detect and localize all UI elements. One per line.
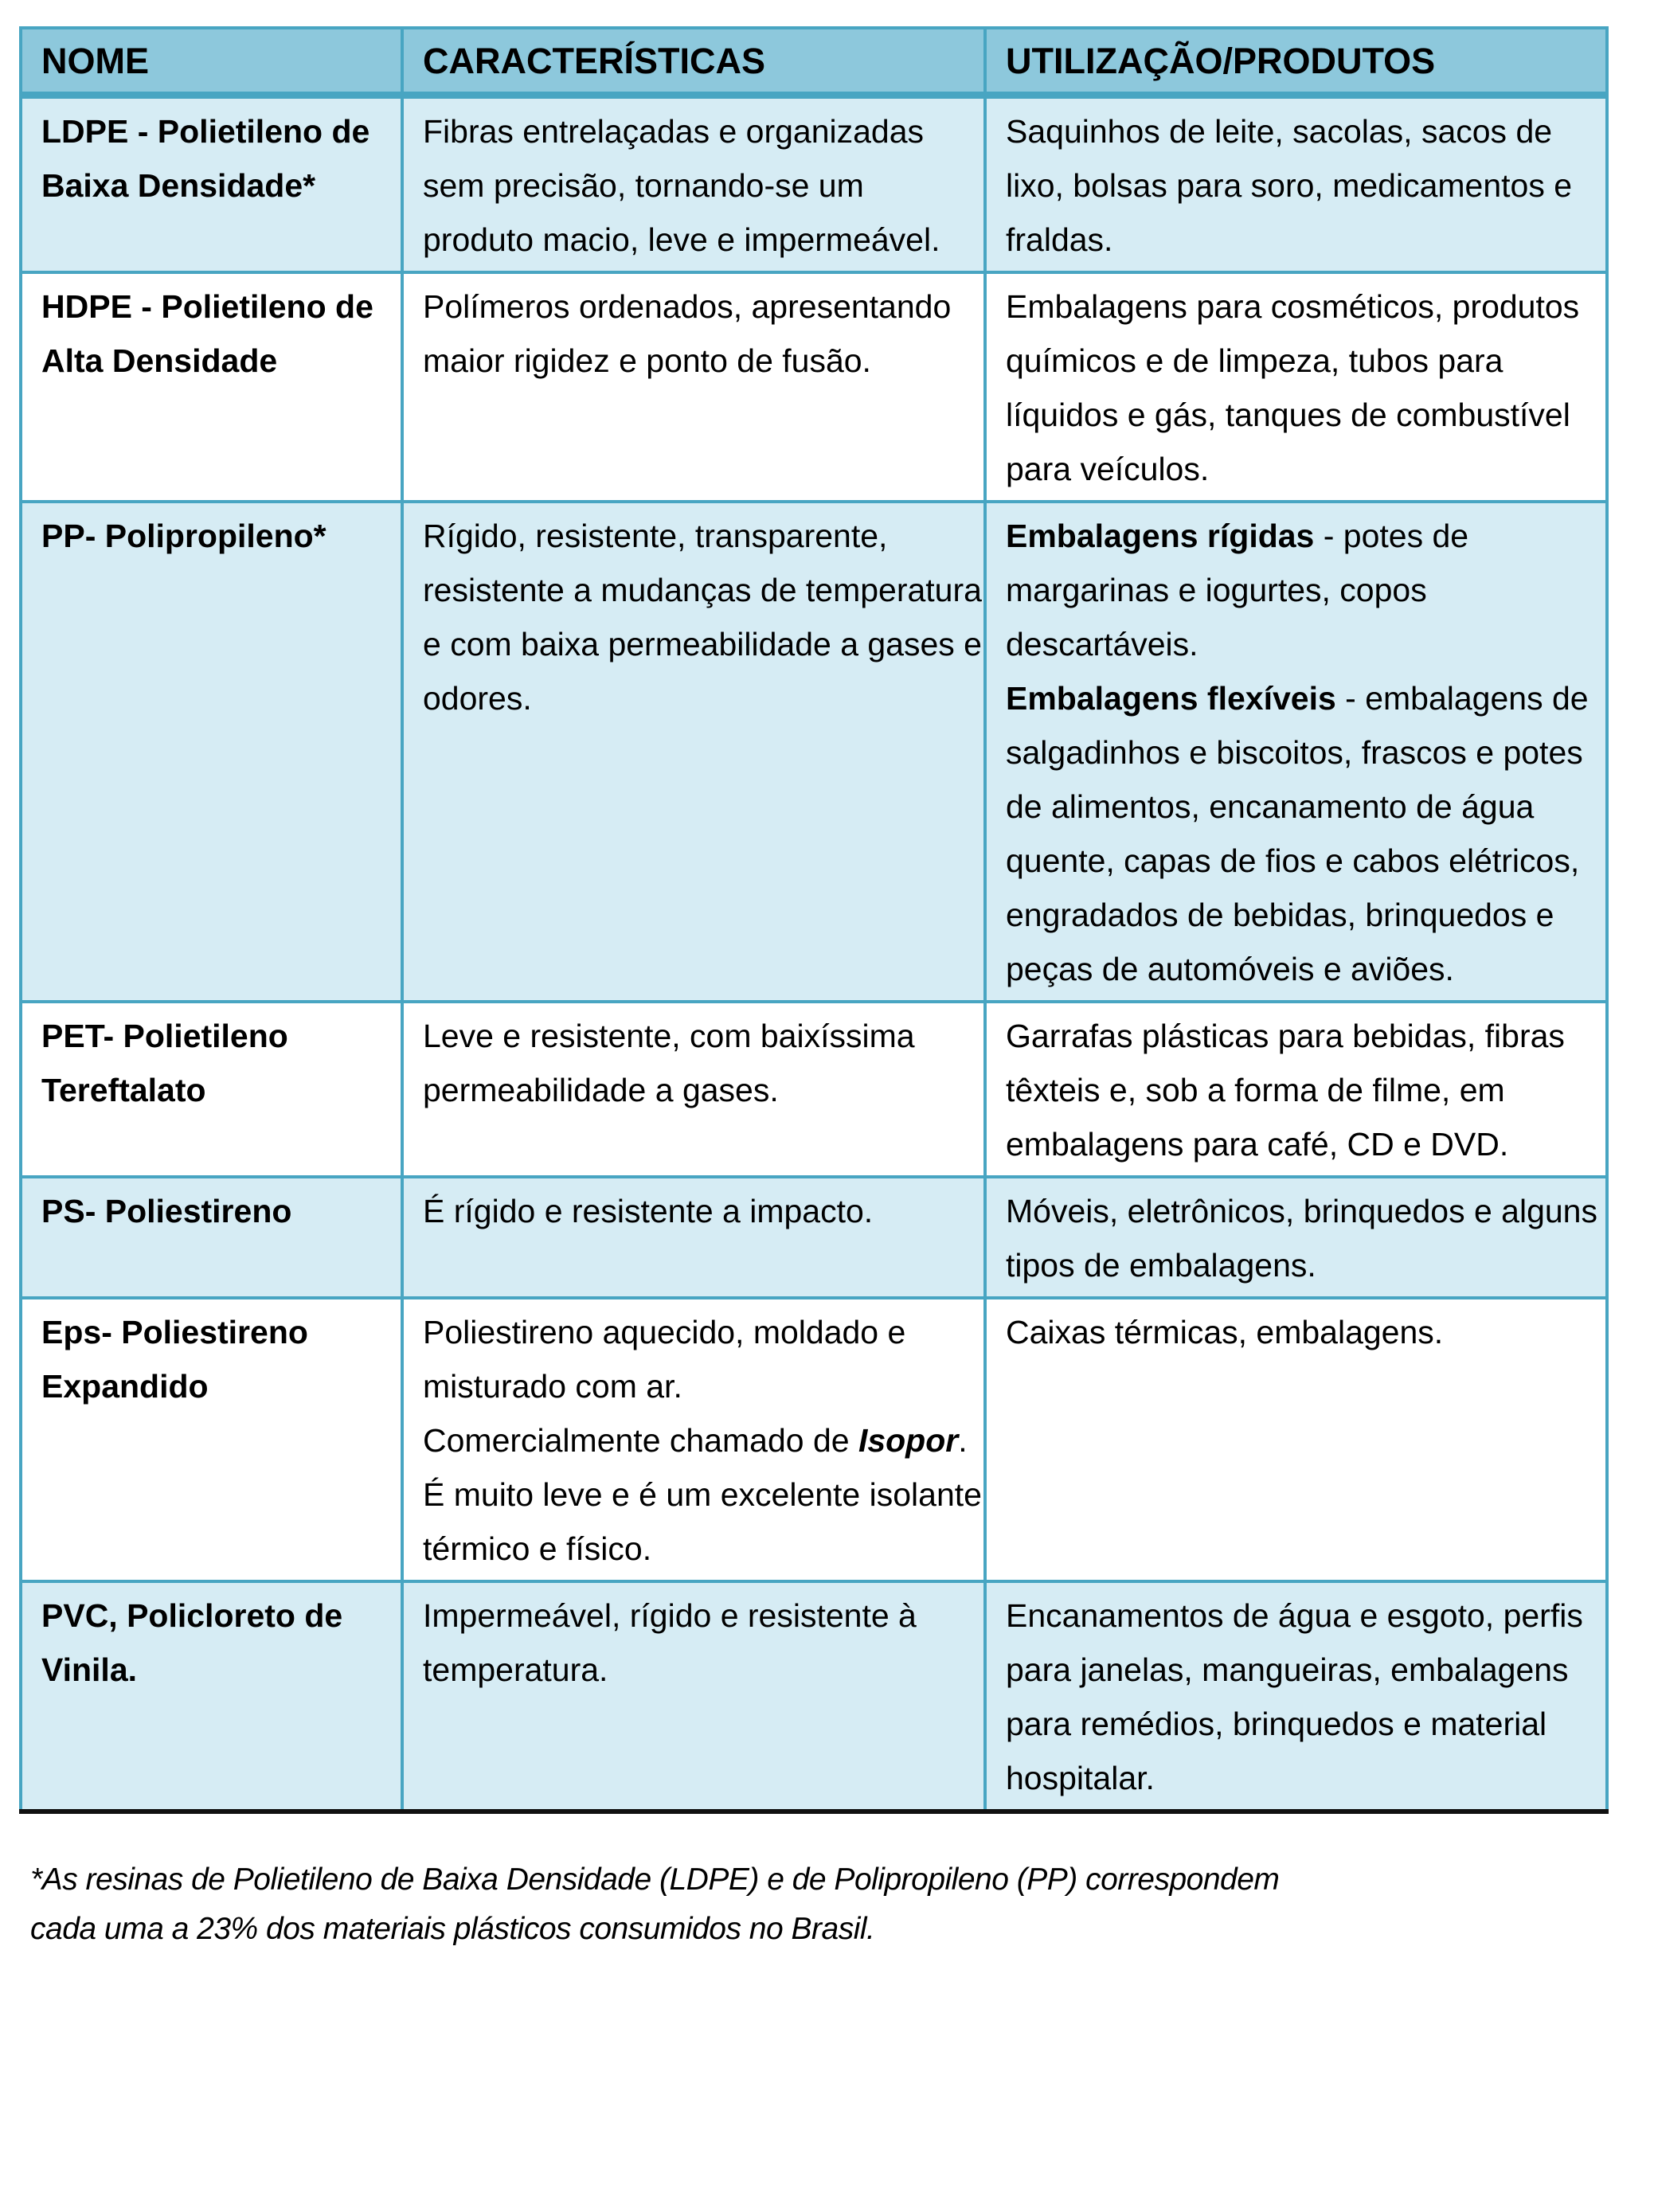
cell-nome-hdpe: HDPE - Polietileno de Alta Densidade — [21, 272, 402, 502]
plastics-table — [19, 26, 1609, 1814]
cell-utilizacao-ps: Móveis, eletrônicos, brinquedos e alguns tipos de embalagens. — [985, 1177, 1607, 1298]
bold-embalagens-flexiveis: Embalagens flexíveis — [1006, 680, 1336, 717]
caracteristicas-eps-paragraph-1: Poliestireno aquecido, moldado e misturado com ar. — [423, 1314, 906, 1405]
table-row-eps — [21, 1298, 1607, 1581]
table-row-pp — [21, 502, 1607, 1002]
cell-caracteristicas-ldpe: Fibras entrelaçadas e organizadas sem precisão, tornando-se um produto macio, leve e impermeável. — [402, 96, 985, 273]
cell-utilizacao-hdpe: Embalagens para cosméticos, produtos químicos e de limpeza, tubos para líquidos e gás, tanques de combustível para veículos. — [985, 272, 1607, 502]
caracteristicas-eps-paragraph-2 — [423, 1413, 983, 1576]
cell-caracteristicas-pvc: Impermeável, rígido e resistente à temperatura. — [402, 1581, 985, 1811]
cell-caracteristicas-pp: Rígido, resistente, transparente, resistente a mudanças de temperatura e com baixa permeabilidade a gases e odores. — [402, 502, 985, 1002]
footnote-line-1: *As resinas de Polietileno de Baixa Densidade (LDPE) e de Polipropileno (PP) correspondem — [30, 1862, 1280, 1897]
brand-isopor: Isopor — [858, 1422, 959, 1459]
col-header-nome: NOME — [21, 28, 402, 96]
cell-caracteristicas-pet: Leve e resistente, com baixíssima permeabilidade a gases. — [402, 1002, 985, 1177]
cell-caracteristicas-ps: É rígido e resistente a impacto. — [402, 1177, 985, 1298]
col-header-caracteristicas: CARACTERÍSTICAS — [402, 28, 985, 96]
cell-utilizacao-pet: Garrafas plásticas para bebidas, fibras têxteis e, sob a forma de filme, em embalagens para café, CD e DVD. — [985, 1002, 1607, 1177]
col-header-utilizacao: UTILIZAÇÃO/PRODUTOS — [985, 28, 1607, 96]
cell-nome-pvc: PVC, Policloreto de Vinila. — [21, 1581, 402, 1811]
cell-utilizacao-pvc: Encanamentos de água e esgoto, perfis para janelas, mangueiras, embalagens para remédios, brinquedos e material hospitalar. — [985, 1581, 1607, 1811]
utilizacao-pp-paragraph-rigidas — [1006, 509, 1605, 671]
table-row-ps — [21, 1177, 1607, 1298]
table-row-pvc — [21, 1581, 1607, 1811]
footnote — [30, 1855, 1605, 1954]
table-row-ldpe — [21, 96, 1607, 273]
caracteristicas-eps-post: . É muito leve e é um excelente isolante térmico e físico. — [423, 1422, 982, 1567]
document-page — [19, 26, 1605, 1954]
cell-utilizacao-eps: Caixas térmicas, embalagens. — [985, 1298, 1607, 1581]
footnote-line-2: cada uma a 23% dos materiais plásticos consumidos no Brasil. — [30, 1912, 875, 1946]
cell-caracteristicas-hdpe: Polímeros ordenados, apresentando maior rigidez e ponto de fusão. — [402, 272, 985, 502]
table-row-pet — [21, 1002, 1607, 1177]
table-row-hdpe — [21, 272, 1607, 502]
cell-nome-pp: PP- Polipropileno* — [21, 502, 402, 1002]
utilizacao-pp-rigidas-text: - potes de margarinas e iogurtes, copos descartáveis. — [1006, 518, 1469, 662]
bold-embalagens-rigidas: Embalagens rígidas — [1006, 518, 1315, 554]
header-row — [21, 28, 1607, 96]
utilizacao-pp-flexiveis-text: - embalagens de salgadinhos e biscoitos, frascos e potes de alimentos, encanamento de água quente, capas de fios e cabos elétricos, engradados de bebidas, brinquedos e peças de automóveis e aviões. — [1006, 680, 1589, 987]
cell-utilizacao-pp — [985, 502, 1607, 1002]
caracteristicas-eps-pre: Comercialmente chamado de — [423, 1422, 858, 1459]
cell-nome-ldpe: LDPE - Polietileno de Baixa Densidade* — [21, 96, 402, 273]
cell-caracteristicas-eps — [402, 1298, 985, 1581]
utilizacao-pp-paragraph-flexiveis — [1006, 671, 1605, 996]
cell-nome-eps: Eps- Poliestireno Expandido — [21, 1298, 402, 1581]
cell-utilizacao-ldpe: Saquinhos de leite, sacolas, sacos de lixo, bolsas para soro, medicamentos e fraldas. — [985, 96, 1607, 273]
cell-nome-ps: PS- Poliestireno — [21, 1177, 402, 1298]
cell-nome-pet: PET- Polietileno Tereftalato — [21, 1002, 402, 1177]
